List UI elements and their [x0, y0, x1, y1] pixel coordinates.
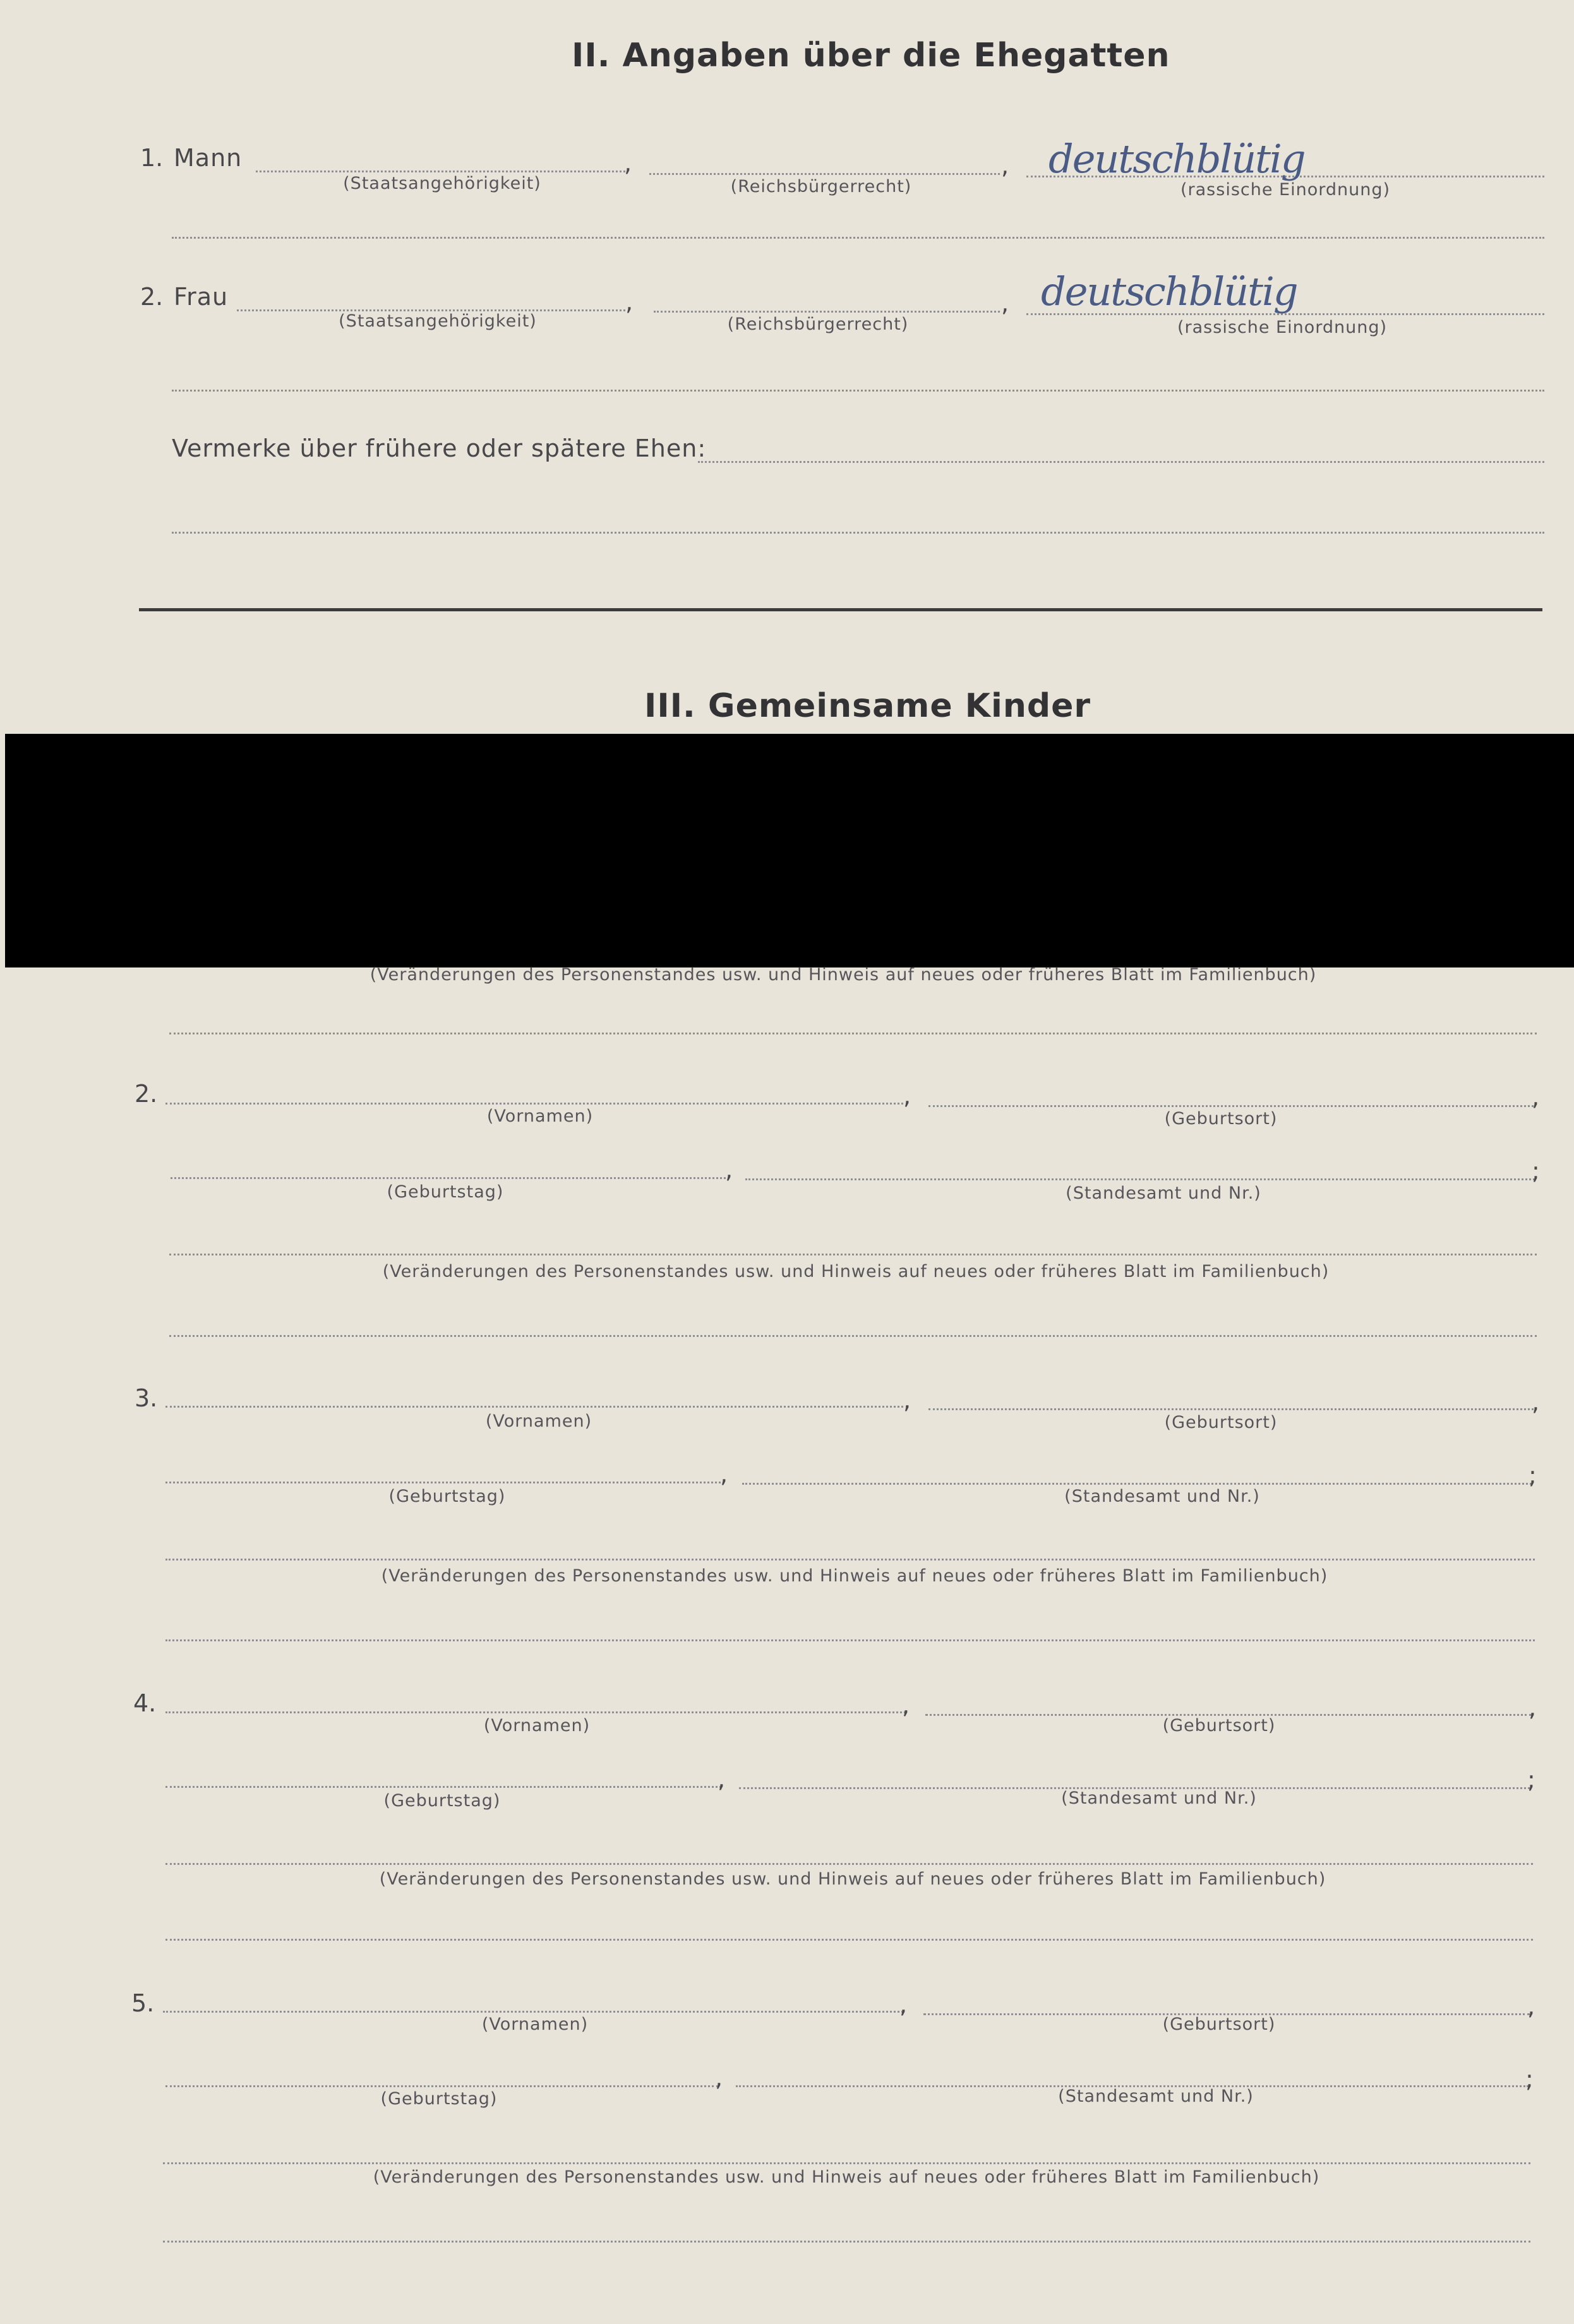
section-divider — [139, 608, 1542, 611]
semicolon: ; — [1532, 1157, 1540, 1185]
caption-staatsangehoerigkeit: (Staatsangehörigkeit) — [343, 174, 541, 193]
comma: , — [624, 149, 632, 177]
caption-standesamt: (Standesamt und Nr.) — [1064, 1487, 1260, 1506]
comma: , — [1001, 152, 1009, 179]
comma: , — [902, 1691, 910, 1719]
caption-veraenderungen: (Veränderungen des Personenstandes usw. und Hinweis auf neues oder früheres Blatt im Familienbuch) — [382, 1262, 1330, 1281]
standesamt-field[interactable] — [745, 1178, 1535, 1180]
mann-reichsbuergerrecht-field[interactable] — [649, 173, 1000, 175]
frau-number: 2. — [140, 283, 164, 311]
semicolon: ; — [1529, 1461, 1537, 1489]
child-number: 5. — [131, 1989, 155, 2017]
mann-handwritten-entry: deutschblütig — [1048, 136, 1305, 182]
comma: , — [899, 1991, 908, 2018]
child-extra-line[interactable] — [169, 1335, 1537, 1337]
caption-vornamen: (Vornamen) — [481, 2015, 589, 2034]
comma: , — [718, 1765, 726, 1793]
veraenderungen-field[interactable] — [163, 2162, 1530, 2164]
vornamen-field[interactable] — [165, 1406, 908, 1408]
caption-veraenderungen: (Veränderungen des Personenstandes usw. und Hinweis auf neues oder früheres Blatt im Familienbuch) — [373, 2167, 1320, 2187]
caption-vornamen: (Vornamen) — [485, 1411, 592, 1431]
caption-vornamen: (Vornamen) — [483, 1716, 591, 1735]
comma: , — [1532, 1083, 1540, 1111]
vermerke-extra-line[interactable] — [172, 532, 1544, 534]
caption-standesamt: (Standesamt und Nr.) — [1061, 1788, 1257, 1808]
mann-number: 1. — [140, 144, 164, 172]
frau-reichsbuergerrecht-field[interactable] — [654, 311, 1000, 313]
section2-title: II. Angaben über die Ehegatten — [572, 37, 1170, 75]
comma: , — [625, 288, 634, 316]
caption-veraenderungen: (Veränderungen des Personenstandes usw. und Hinweis auf neues oder früheres Blatt im Familienbuch) — [381, 1566, 1328, 1586]
frau-extra-line[interactable] — [172, 390, 1544, 392]
caption-rassische-einordnung: (rassische Einordnung) — [1180, 180, 1390, 200]
comma: , — [903, 1082, 911, 1110]
geburtsort-field[interactable] — [928, 1408, 1534, 1410]
caption-geburtsort: (Geburtsort) — [1164, 1109, 1278, 1129]
geburtstag-field[interactable] — [165, 1786, 721, 1788]
section3-title: III. Gemeinsame Kinder — [644, 687, 1091, 725]
comma: , — [1532, 1388, 1540, 1416]
geburtstag-field[interactable] — [165, 1482, 724, 1483]
child1-extra-line[interactable] — [169, 1033, 1537, 1034]
child-extra-line[interactable] — [163, 2241, 1530, 2243]
caption-veraenderungen: (Veränderungen des Personenstandes usw. und Hinweis auf neues oder früheres Blatt im Familienbuch) — [379, 1869, 1326, 1889]
mann-staatsangehoerigkeit-field[interactable] — [256, 171, 625, 172]
comma: , — [715, 2064, 723, 2092]
caption-geburtstag: (Geburtstag) — [383, 1791, 501, 1811]
frau-label: Frau — [174, 283, 229, 311]
caption-reichsbuergerrecht: (Reichsbürgerrecht) — [730, 177, 912, 196]
caption-geburtsort: (Geburtsort) — [1162, 1716, 1276, 1735]
redaction-bar — [5, 734, 1574, 967]
caption-standesamt: (Standesamt und Nr.) — [1058, 2087, 1254, 2106]
semicolon: ; — [1525, 2065, 1534, 2093]
mann-extra-line[interactable] — [172, 237, 1544, 239]
comma: , — [1527, 1992, 1535, 2020]
child-number: 3. — [135, 1384, 158, 1412]
comma: , — [725, 1156, 733, 1183]
caption-geburtsort: (Geburtsort) — [1162, 2015, 1276, 2034]
caption-reichsbuergerrecht: (Reichsbürgerrecht) — [727, 314, 909, 334]
vornamen-field[interactable] — [165, 1711, 906, 1713]
caption-veraenderungen: (Veränderungen des Personenstandes usw. und Hinweis auf neues oder früheres Blatt im Familienbuch) — [369, 965, 1317, 985]
comma: , — [720, 1460, 728, 1488]
geburtstag-field[interactable] — [171, 1177, 730, 1179]
geburtsort-field[interactable] — [928, 1105, 1534, 1107]
child-number: 4. — [133, 1689, 157, 1717]
child-extra-line[interactable] — [165, 1639, 1535, 1641]
semicolon: ; — [1527, 1766, 1535, 1794]
geburtstag-field[interactable] — [165, 2085, 718, 2087]
caption-geburtstag: (Geburtstag) — [380, 2089, 498, 2109]
comma: , — [1001, 289, 1009, 317]
child-number: 2. — [135, 1080, 158, 1108]
veraenderungen-field[interactable] — [165, 1863, 1533, 1865]
vermerke-field[interactable] — [698, 461, 1544, 463]
vornamen-field[interactable] — [163, 2011, 903, 2013]
veraenderungen-field[interactable] — [165, 1559, 1535, 1560]
caption-vornamen: (Vornamen) — [486, 1106, 594, 1126]
vermerke-label: Vermerke über frühere oder spätere Ehen: — [172, 434, 707, 462]
comma: , — [1529, 1694, 1537, 1722]
caption-geburtstag: (Geburtstag) — [388, 1487, 506, 1506]
standesamt-field[interactable] — [742, 1483, 1532, 1485]
comma: , — [903, 1386, 911, 1414]
caption-standesamt: (Standesamt und Nr.) — [1066, 1183, 1261, 1203]
child-extra-line[interactable] — [165, 1939, 1533, 1941]
caption-geburtstag: (Geburtstag) — [387, 1182, 504, 1202]
caption-geburtsort: (Geburtsort) — [1164, 1413, 1278, 1432]
veraenderungen-field[interactable] — [169, 1254, 1537, 1255]
mann-label: Mann — [174, 144, 243, 172]
caption-rassische-einordnung: (rassische Einordnung) — [1177, 318, 1387, 337]
frau-handwritten-entry: deutschblütig — [1041, 268, 1297, 314]
vornamen-field[interactable] — [165, 1103, 908, 1105]
caption-staatsangehoerigkeit: (Staatsangehörigkeit) — [339, 311, 537, 331]
